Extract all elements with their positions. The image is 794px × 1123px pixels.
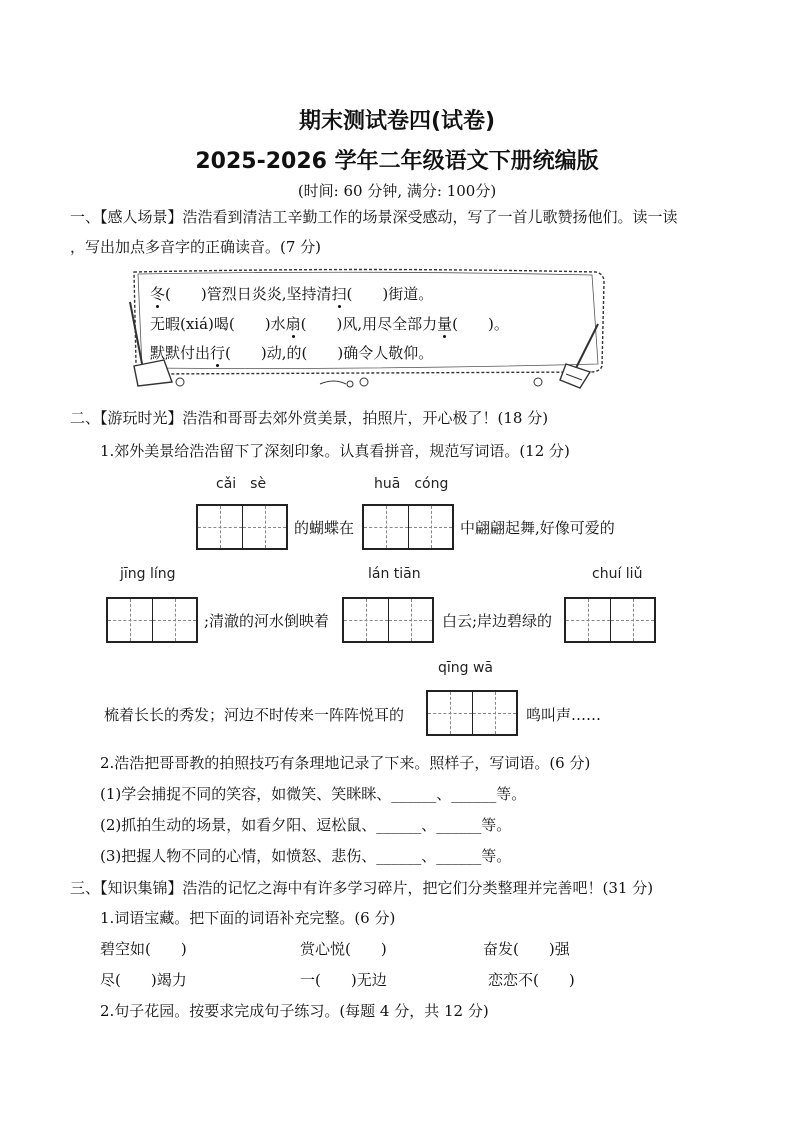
dotted-char: 行: [210, 344, 226, 362]
dotted-char: 扫: [331, 285, 347, 303]
sentence-text: 梳着长长的秀发；河边不时传来一阵阵悦耳的: [104, 706, 405, 724]
poem-text: 默默付出: [150, 344, 211, 362]
page-subtitle: 2025-2026 学年二年级语文下册统编版: [195, 149, 599, 174]
idiom-blank: 碧空如( ): [100, 940, 187, 958]
poem-text: ( )动,的( )确令人敬仰。: [225, 344, 434, 362]
question-3-1: 1.词语宝藏。把下面的词语补充完整。(6 分): [100, 909, 396, 927]
time-score-info: (时间: 60 分钟, 满分: 100分): [297, 182, 497, 200]
poem-text: ( )风,用尽全部力: [300, 315, 438, 333]
idiom-blank: 一( )无边: [300, 971, 387, 989]
sentence-text: 的蝴蝶在: [294, 519, 355, 537]
pinyin-huacong: huā cóng: [374, 476, 449, 492]
sentence-text: ;清澈的河水倒映着: [204, 612, 330, 630]
page-title: 期末测试卷四(试卷): [298, 109, 496, 134]
poem-text: ( )管烈日炎炎,坚持清: [165, 285, 332, 303]
idiom-blank: 恋恋不( ): [488, 971, 575, 989]
poem-line-1: [150, 283, 433, 304]
question-2-1: 1.郊外美景给浩浩留下了深刻印象。认真看拼音，规范写词语。(12 分): [100, 442, 570, 460]
sentence-text: 鸣叫声……: [526, 706, 602, 724]
write-box-lantian[interactable]: [342, 597, 434, 643]
write-box-chuiliu[interactable]: [564, 597, 656, 643]
idiom-blank: 尽( )竭力: [100, 971, 187, 989]
question-2-2-c: (3)把握人物不同的心情，如愤怒、悲伤、______、______等。: [100, 847, 512, 865]
section1-heading-cont: ，写出加点多音字的正确读音。(7 分): [70, 238, 322, 256]
idiom-blank: 赏心悦( ): [300, 940, 387, 958]
pinyin-lantian: lán tiān: [368, 566, 421, 582]
question-2-2: 2.浩浩把哥哥教的拍照技巧有条理地记录了下来。照样子，写词语。(6 分): [100, 754, 591, 772]
pinyin-jingling: jīng líng: [120, 566, 176, 582]
write-box-huacong[interactable]: [362, 504, 454, 550]
question-2-2-a: (1)学会捕捉不同的笑容，如微笑、笑眯眯、______、______等。: [100, 785, 527, 803]
poem-text: ( )。: [452, 315, 509, 333]
section3-heading: 三、【知识集锦】浩浩的记忆之海中有许多学习碎片，把它们分类整理并完善吧！(31 分): [70, 879, 654, 897]
pinyin-chuiliu: chuí liǔ: [592, 566, 643, 582]
poem-text: ( )街道。: [346, 285, 434, 303]
pinyin-caise: cǎi sè: [216, 476, 267, 492]
dotted-char: 量: [437, 315, 453, 333]
write-box-jingling[interactable]: [106, 597, 198, 643]
question-2-2-b: (2)抓拍生动的场景，如看夕阳、逗松鼠、______、______等。: [100, 816, 512, 834]
pinyin-qingwa: qīng wā: [438, 660, 494, 676]
write-box-qingwa[interactable]: [426, 690, 518, 736]
write-box-caise[interactable]: [196, 504, 288, 550]
question-3-2: 2.句子花园。按要求完成句子练习。(每题 4 分，共 12 分): [100, 1002, 489, 1020]
poem-line-2: [150, 313, 509, 334]
dotted-char: 扇: [285, 315, 301, 333]
section2-heading: 二、【游玩时光】浩浩和哥哥去郊外赏美景，拍照片，开心极了！(18 分): [70, 409, 549, 427]
poem-text: 无暇(xiá)喝( )水: [150, 315, 286, 333]
sentence-text: 中翩翩起舞,好像可爱的: [460, 519, 615, 537]
dotted-char: 冬: [150, 285, 166, 303]
sentence-text: 白云;岸边碧绿的: [442, 612, 553, 630]
idiom-blank: 奋发( )强: [483, 940, 570, 958]
poem-line-3: [150, 342, 433, 363]
section1-heading: 一、【感人场景】浩浩看到清洁工辛勤工作的场景深受感动，写了一首儿歌赞扬他们。读一读: [70, 208, 678, 226]
